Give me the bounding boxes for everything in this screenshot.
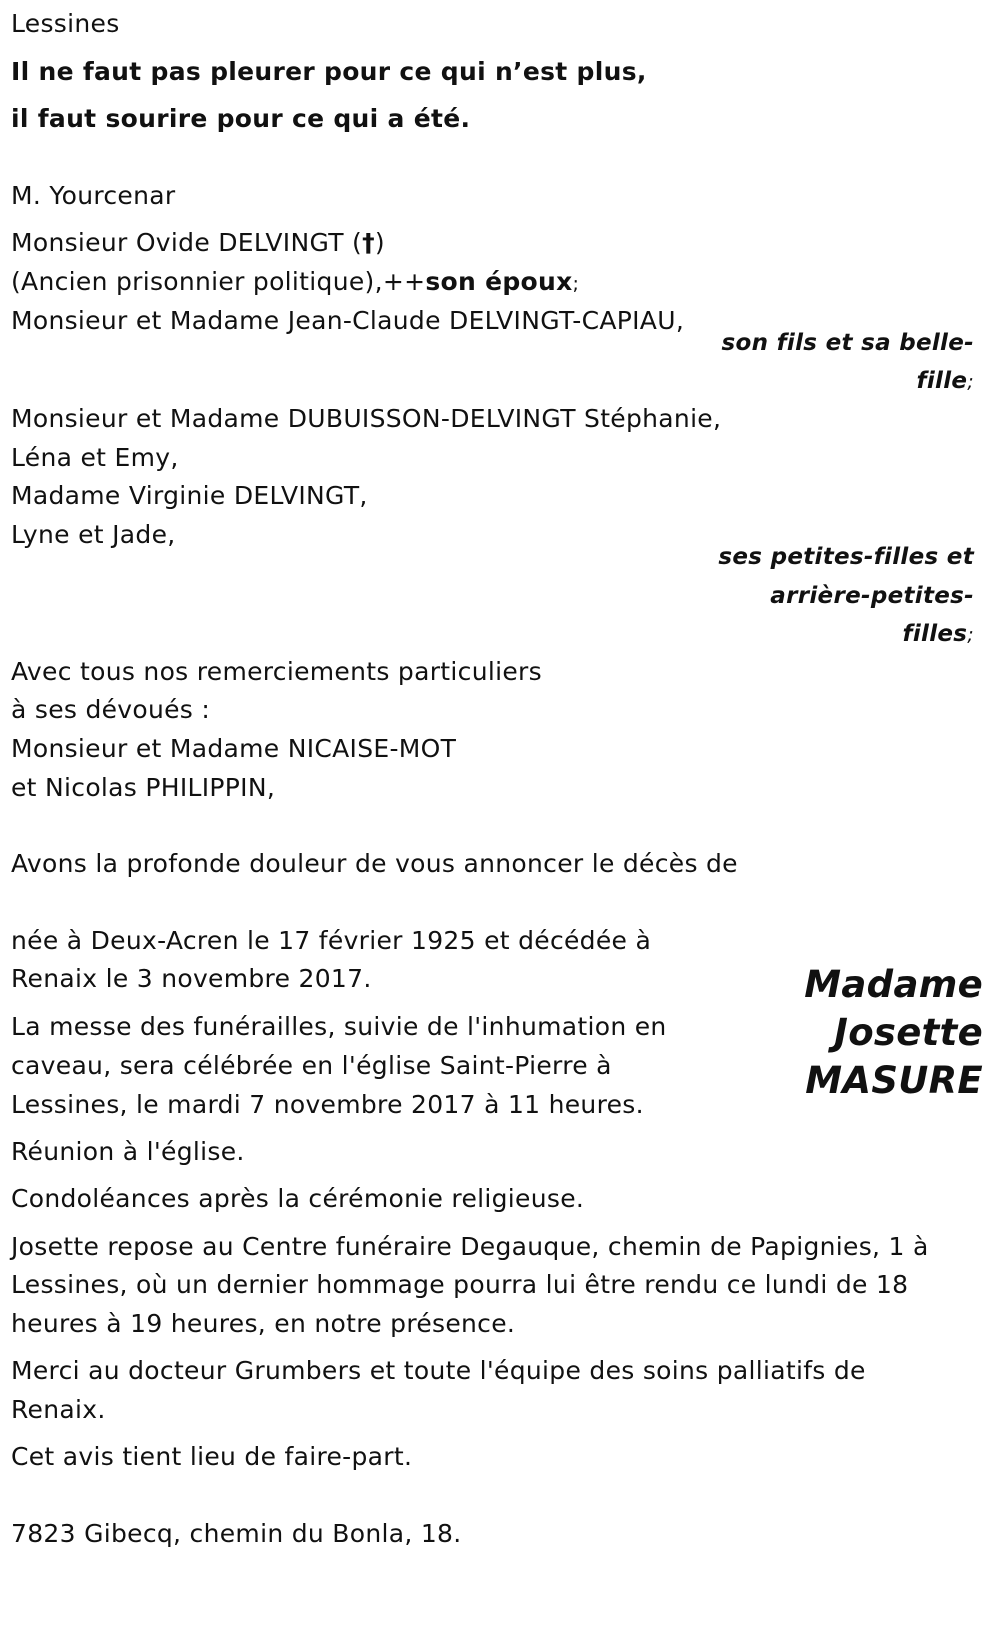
son-role-semicolon: ;: [967, 371, 974, 393]
spouse-note: (Ancien prisonnier politique),++: [11, 267, 426, 296]
address-line: 7823 Gibecq, chemin du Bonla, 18.: [11, 1519, 462, 1548]
mass-line-2: caveau, sera célébrée en l'église Saint-Pierre à: [11, 1051, 612, 1080]
spouse-role: son époux: [425, 267, 573, 296]
thanks-line-1: Avec tous nos remerciements particuliers: [11, 657, 542, 686]
son-role-text: fille: [916, 368, 968, 394]
deceased-first-name: Josette: [834, 1011, 983, 1054]
thanks-line-2: à ses dévoués :: [11, 695, 211, 724]
deceased-last-name: MASURE: [805, 1059, 983, 1102]
mass-line-3: Lessines, le mardi 7 novembre 2017 à 11 heures.: [11, 1090, 644, 1119]
spouse-role-semicolon: ;: [572, 273, 580, 295]
grandchildren-role-text: filles: [902, 621, 968, 647]
spouse-line: [11, 223, 385, 263]
grandchildren-role-semicolon: ;: [967, 624, 974, 646]
cross-icon: †: [362, 228, 375, 257]
deceased-title: Madame: [804, 963, 983, 1006]
quote-line-1: Il ne faut pas pleurer pour ce qui n’est plus,: [11, 57, 647, 86]
condolences-line: Condoléances après la cérémonie religieuse.: [11, 1184, 585, 1213]
doctor-thanks-line-1: Merci au docteur Grumbers et toute l'équipe des soins palliatifs de: [11, 1356, 866, 1385]
mass-line-1: La messe des funérailles, suivie de l'inhumation en: [11, 1012, 667, 1041]
grandchildren-role-line-2: arrière-petites-: [770, 583, 974, 609]
birth-line-2: Renaix le 3 novembre 2017.: [11, 964, 372, 993]
spouse-name: Monsieur Ovide DELVINGT (: [11, 228, 363, 257]
close-paren: ): [374, 228, 385, 257]
son-line: Monsieur et Madame Jean-Claude DELVINGT-CAPIAU,: [11, 306, 685, 335]
grandchildren-line-1: Monsieur et Madame DUBUISSON-DELVINGT Stéphanie,: [11, 404, 722, 433]
announcement-intro: Avons la profonde douleur de vous annoncer le décès de: [11, 849, 738, 878]
grandchildren-role-line-3: [903, 614, 974, 655]
son-role-line-2: [917, 361, 974, 402]
son-role-line-1: son fils et sa belle-: [721, 330, 974, 356]
spouse-note-line: [11, 262, 579, 304]
doctor-thanks-line-2: Renaix.: [11, 1395, 106, 1424]
thanks-line-3: Monsieur et Madame NICAISE-MOT: [11, 734, 457, 763]
grandchildren-line-2: Léna et Emy,: [11, 443, 179, 472]
notice-line: Cet avis tient lieu de faire-part.: [11, 1442, 413, 1471]
thanks-line-4: et Nicolas PHILIPPIN,: [11, 773, 276, 802]
intro-line: M. Yourcenar: [11, 181, 176, 210]
meeting-line: Réunion à l'église.: [11, 1137, 245, 1166]
deceased-name: [804, 961, 983, 1105]
rest-line-2: Lessines, où un dernier hommage pourra lui être rendu ce lundi de 18: [11, 1270, 909, 1299]
birth-line-1: née à Deux-Acren le 17 février 1925 et décédée à: [11, 926, 652, 955]
city-heading: Lessines: [11, 9, 120, 38]
rest-line-1: Josette repose au Centre funéraire Degauque, chemin de Papignies, 1 à: [11, 1232, 929, 1261]
rest-line-3: heures à 19 heures, en notre présence.: [11, 1309, 516, 1338]
grandchildren-role-line-1: ses petites-filles et: [718, 544, 974, 570]
grandchildren-line-3: Madame Virginie DELVINGT,: [11, 481, 368, 510]
grandchildren-line-4: Lyne et Jade,: [11, 520, 176, 549]
quote-line-2: il faut sourire pour ce qui a été.: [11, 104, 471, 133]
